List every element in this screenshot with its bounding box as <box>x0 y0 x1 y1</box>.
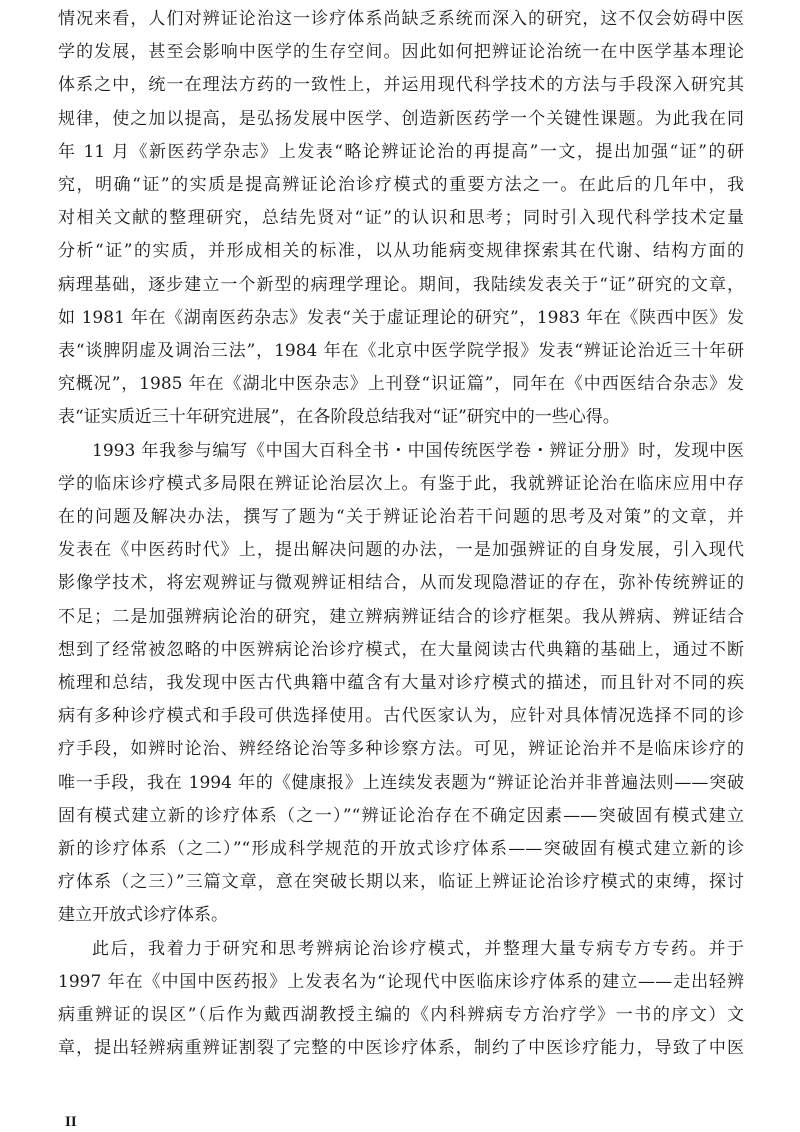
text-line: 唯一手段，我在 1994 年的《健康报》上连续发表题为“辨证论治并非普遍法则——突破 <box>58 772 744 793</box>
text-line: 1997 年在《中国中医药报》上发表名为“论现代中医临床诊疗体系的建立——走出轻辨 <box>58 971 744 992</box>
text-line: 建立开放式诊疗体系。 <box>58 905 228 926</box>
text-line: 表“证实质近三十年研究进展”，在各阶段总结我对“证”研究中的一些心得。 <box>58 407 620 428</box>
text-line: 新的诊疗体系（之二）”“形成科学规范的开放式诊疗体系——突破固有模式建立新的诊 <box>58 839 744 860</box>
text-line: 此后，我着力于研究和思考辨病论治诊疗模式，并整理大量专病专方专药。并于 <box>92 938 744 959</box>
text-line: 在的问题及解决办法，撰写了题为“关于辨证论治若干问题的思考及对策”的文章，并 <box>58 507 744 528</box>
text-line: 表“谈脾阴虚及调治三法”，1984 年在《北京中医学院学报》发表“辨证论治近三十年研 <box>58 341 744 362</box>
text-line: 学的临床诊疗模式多局限在辨证论治层次上。有鉴于此，我就辨证论治在临床应用中存 <box>58 473 744 494</box>
text-line: 梳理和总结，我发现中医古代典籍中蕴含有大量对诊疗模式的描述，而且针对不同的疾 <box>58 673 744 694</box>
text-line: 想到了经常被忽略的中医辨病论治诊疗模式，在大量阅读古代典籍的基础上，通过不断 <box>58 639 744 660</box>
text-line: 学的发展，甚至会影响中医学的生存空间。因此如何把辨证论治统一在中医学基本理论 <box>58 42 744 63</box>
text-line: 固有模式建立新的诊疗体系（之一）”“辨证论治存在不确定因素——突破固有模式建立 <box>58 805 744 826</box>
text-line: 病理基础，逐步建立一个新型的病理学理论。期间，我陆续发表关于“证”研究的文章， <box>58 274 744 295</box>
text-line: 章，提出轻辨病重辨证割裂了完整的中医诊疗体系，制约了中医诊疗能力，导致了中医 <box>58 1038 744 1059</box>
text-line: 究，明确“证”的实质是提高辨证论治诊疗模式的重要方法之一。在此后的几年中，我 <box>58 175 744 196</box>
text-line: 病有多种诊疗模式和手段可供选择使用。古代医家认为，应针对具体情况选择不同的诊 <box>58 706 744 727</box>
text-line: 对相关文献的整理研究，总结先贤对“证”的认识和思考；同时引入现代科学技术定量 <box>58 208 744 229</box>
text-line: 1993 年我参与编写《中国大百科全书・中国传统医学卷・辨证分册》时，发现中医 <box>92 440 744 461</box>
text-line: 情况来看，人们对辨证论治这一诊疗体系尚缺乏系统而深入的研究，这不仅会妨碍中医 <box>58 9 744 29</box>
text-line: 如 1981 年在《湖南医药杂志》发表“关于虚证理论的研究”，1983 年在《陕西中医》发 <box>58 307 744 328</box>
text-line: 疗手段，如辨时论治、辨经络论治等多种诊察方法。可见，辨证论治并不是临床诊疗的 <box>58 739 744 760</box>
text-line: 影像学技术，将宏观辨证与微观辨证相结合，从而发现隐潜证的存在，弥补传统辨证的 <box>58 573 744 594</box>
text-line: 病重辨证的误区”（后作为戴西湖教授主编的《内科辨病专方治疗学》一书的序文）文 <box>58 1005 744 1026</box>
text-line: 疗体系（之三）”三篇文章，意在突破长期以来，临证上辨证论治诊疗模式的束缚，探讨 <box>58 872 744 893</box>
text-line: 分析“证”的实质，并形成相关的标准，以从功能病变规律探索其在代谢、结构方面的 <box>58 241 744 262</box>
text-line: 发表在《中医药时代》上，提出解决问题的办法，一是加强辨证的自身发展，引入现代 <box>58 540 744 561</box>
text-line: 不足；二是加强辨病论治的研究，建立辨病辨证结合的诊疗框架。我从辨病、辨证结合 <box>58 606 744 627</box>
text-line: 年 11 月《新医药学杂志》上发表“略论辨证论治的再提高”一文，提出加强“证”的研 <box>58 141 744 162</box>
paragraph <box>58 933 744 1066</box>
paragraph <box>58 3 744 435</box>
text-line: 规律，使之加以提高，是弘扬发展中医学、创造新医药学一个关键性课题。为此我在同 <box>58 108 744 129</box>
body-text <box>58 3 744 1066</box>
page-number: II <box>65 1113 77 1130</box>
text-line: 体系之中，统一在理法方药的一致性上，并运用现代科学技术的方法与手段深入研究其 <box>58 75 744 96</box>
text-line: 究概况”，1985 年在《湖北中医杂志》上刊登“识证篇”，同年在《中西医结合杂志》发 <box>58 374 744 395</box>
paragraph <box>58 435 744 933</box>
